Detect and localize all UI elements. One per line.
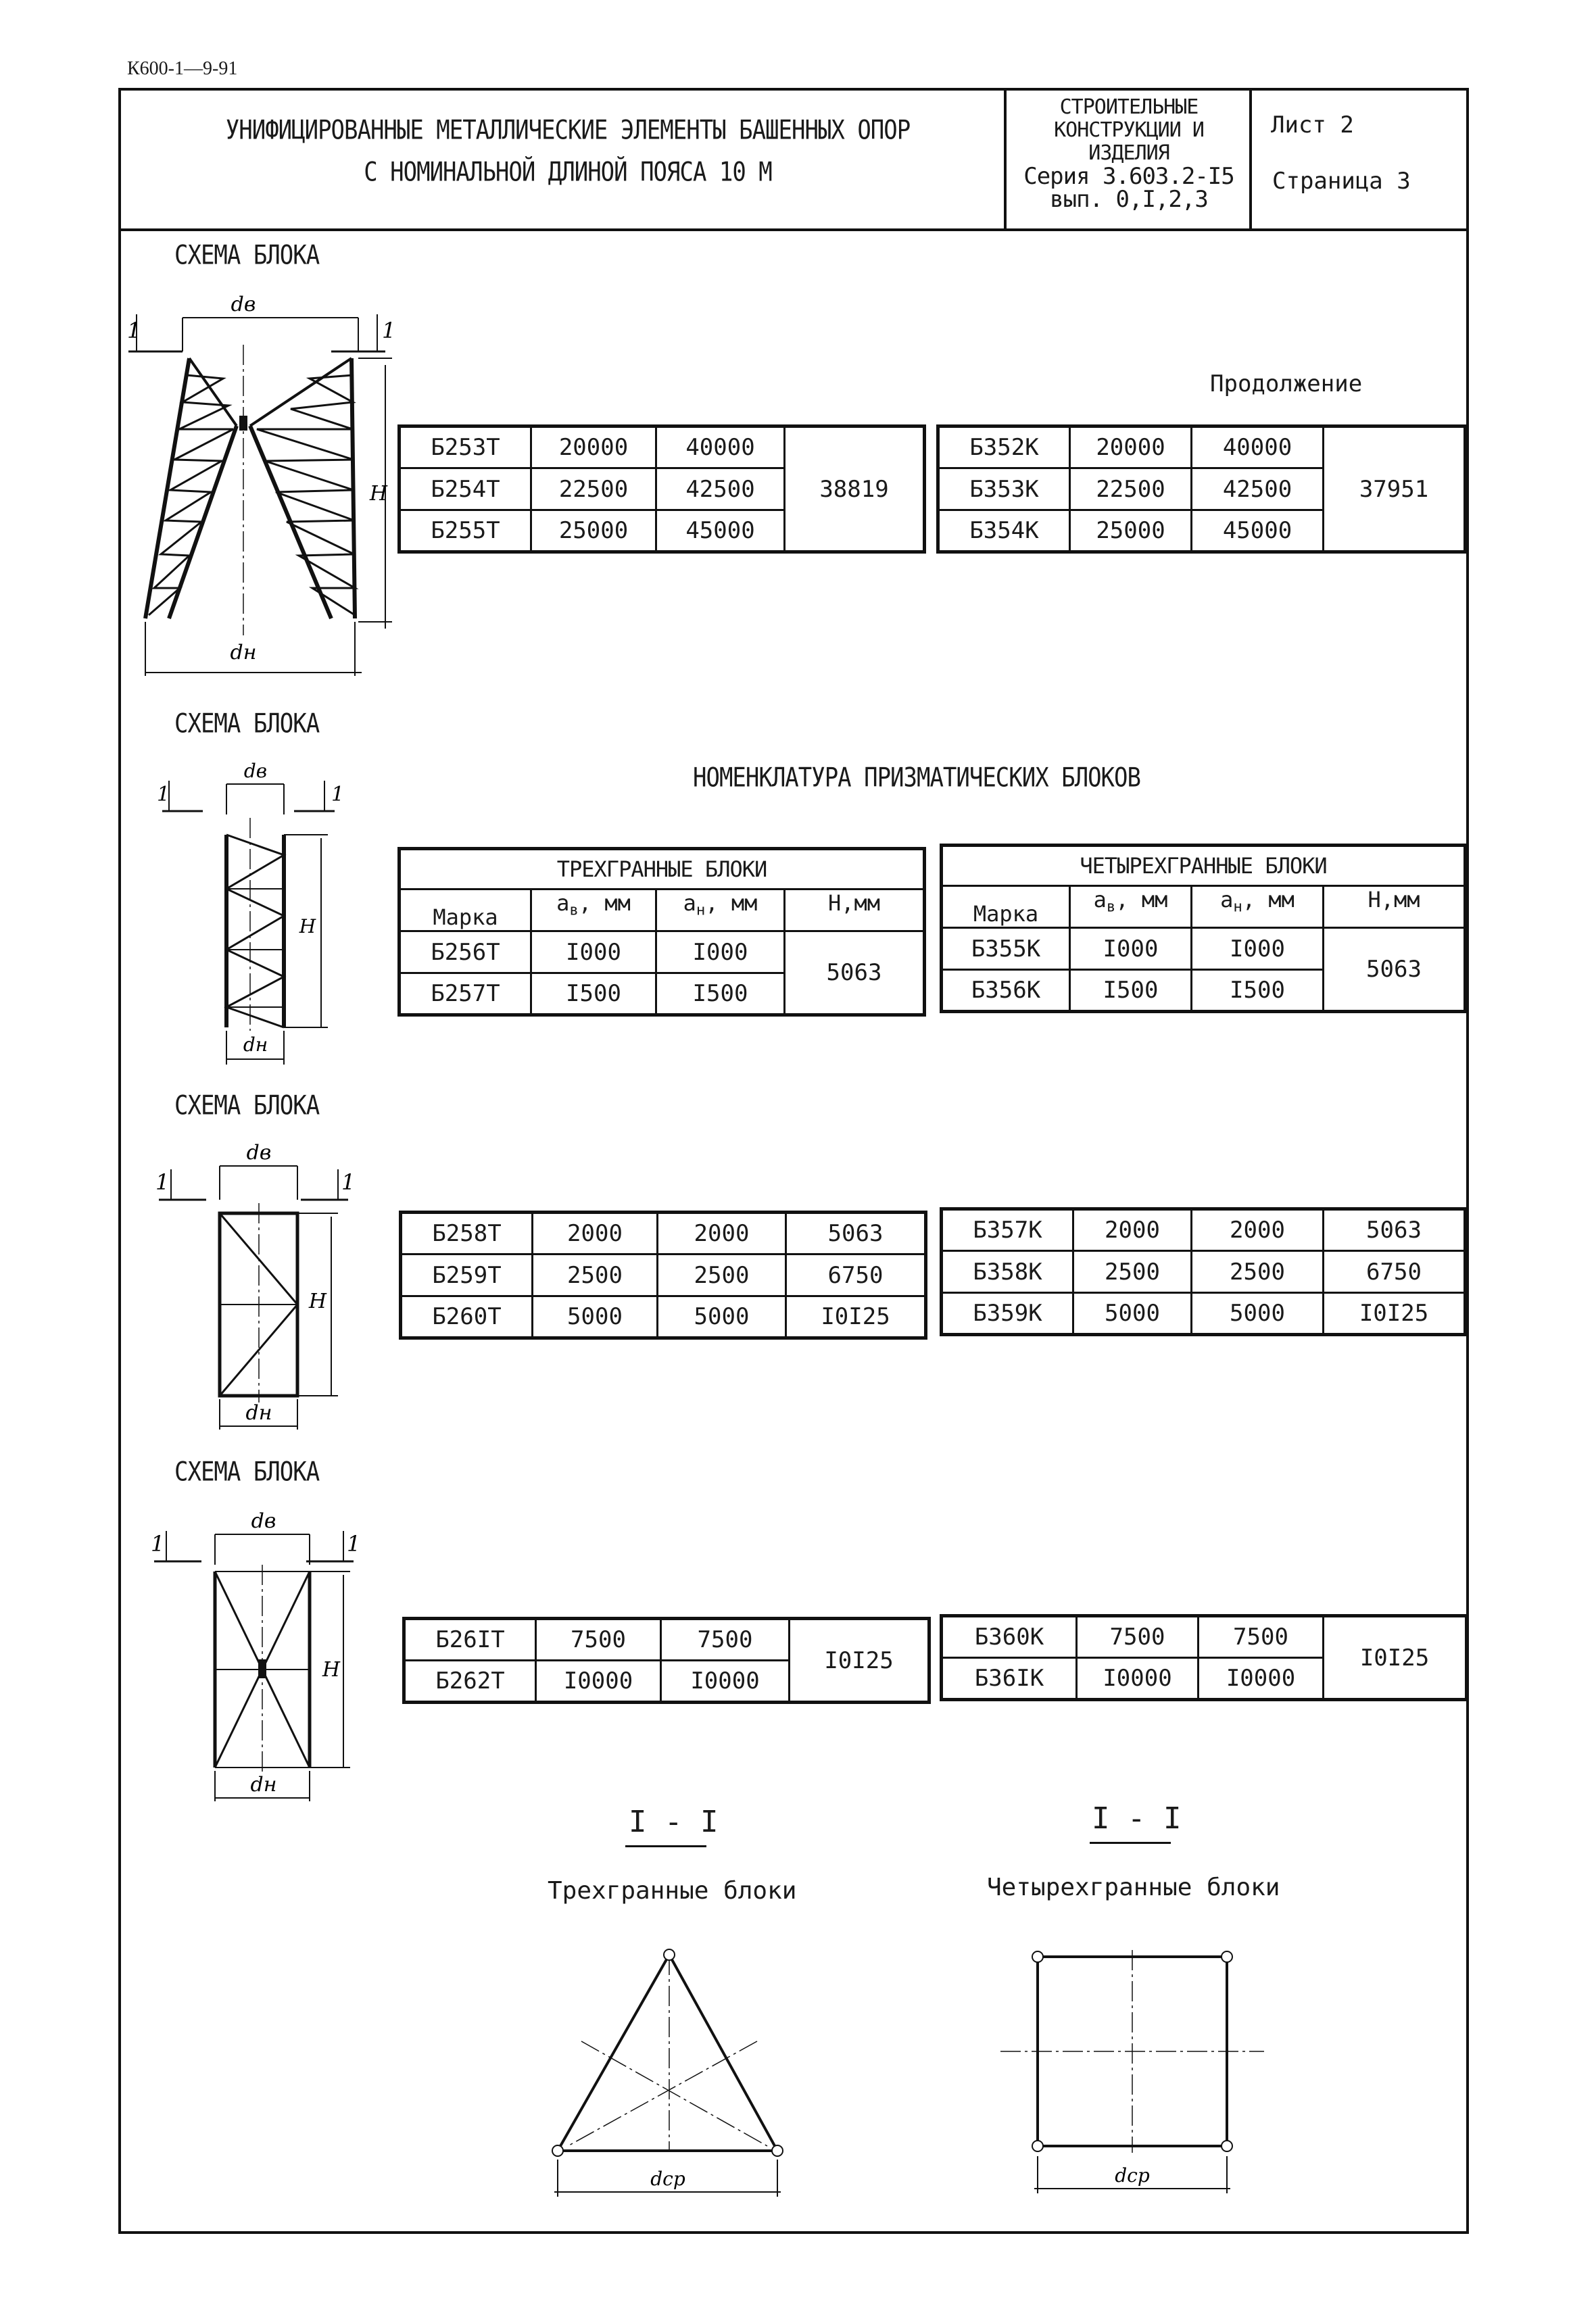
series-block xyxy=(1000,96,1257,211)
cell-h: 37951 xyxy=(1324,427,1466,552)
col-h: Н,мм xyxy=(785,890,925,931)
section-mark-left: 1 xyxy=(157,783,170,806)
cell-av: 25000 xyxy=(1070,510,1192,552)
section-mark-right: 1 xyxy=(331,783,345,806)
triangle-dimension xyxy=(554,2153,784,2207)
cell-an: 2500 xyxy=(658,1254,786,1296)
cell-av: 20000 xyxy=(531,427,656,468)
cell-av: 7500 xyxy=(536,1619,661,1661)
cell-an: 45000 xyxy=(656,510,785,552)
scheme-label-4: СХЕМА БЛОКА xyxy=(174,1457,320,1488)
col-an-base: а xyxy=(683,890,696,916)
cell-av: I500 xyxy=(531,973,656,1015)
col-h: Н,мм xyxy=(1324,886,1466,928)
cell-mark: Б36IК xyxy=(942,1658,1077,1700)
cell-an: I0000 xyxy=(1199,1658,1324,1700)
series-line-2: КОНСТРУКЦИИ И xyxy=(1054,118,1204,142)
col-mark: Марка xyxy=(942,886,1070,928)
document-title xyxy=(162,109,973,193)
triangle-section-diagram xyxy=(541,1940,798,2163)
cell-h: I0I25 xyxy=(786,1296,926,1338)
cell-h: 5063 xyxy=(1324,928,1466,1012)
section-mark-right: 1 xyxy=(347,1531,361,1557)
cell-mark: Б352К xyxy=(938,427,1070,468)
col-av xyxy=(531,890,656,931)
top-width-label: dв xyxy=(246,1141,272,1165)
page-number: Страница 3 xyxy=(1272,168,1411,195)
cell-av: 2500 xyxy=(533,1254,658,1296)
table-prism-tri-2 xyxy=(399,1211,927,1340)
table-row xyxy=(400,931,925,973)
col-av-base: а xyxy=(1093,887,1107,912)
cell-mark: Б355К xyxy=(942,928,1070,970)
cell-an: I0000 xyxy=(661,1661,790,1703)
cell-av: 22500 xyxy=(531,468,656,510)
table-row xyxy=(942,1251,1466,1293)
section-mark-left: 1 xyxy=(151,1531,165,1557)
cell-av: 2000 xyxy=(1073,1209,1192,1251)
cell-an: 42500 xyxy=(1192,468,1324,510)
cell-an: I500 xyxy=(656,973,785,1015)
cell-av: 2500 xyxy=(1073,1251,1192,1293)
cell-an: 40000 xyxy=(656,427,785,468)
bottom-width-label: dн xyxy=(230,641,257,664)
cell-av: 5000 xyxy=(533,1296,658,1338)
table-prism-quad-3 xyxy=(940,1614,1468,1701)
col-an xyxy=(1192,886,1324,928)
col-av-base: а xyxy=(556,890,570,916)
table-row xyxy=(404,1619,929,1661)
height-label: H xyxy=(369,482,388,506)
cell-an: I000 xyxy=(1192,928,1324,970)
cell-h: 6750 xyxy=(1324,1251,1466,1293)
table-header-row xyxy=(400,849,925,890)
col-av-sub: в xyxy=(569,901,579,919)
table-row xyxy=(400,427,925,468)
cell-h: 38819 xyxy=(785,427,925,552)
height-label: H xyxy=(308,1290,327,1313)
series-line-1: СТРОИТЕЛЬНЫЕ xyxy=(1059,95,1199,119)
table-row xyxy=(401,1213,926,1254)
scheme-label-1: СХЕМА БЛОКА xyxy=(174,240,320,271)
cell-an: 40000 xyxy=(1192,427,1324,468)
scheme-label-2: СХЕМА БЛОКА xyxy=(174,708,320,739)
series-line-3: ИЗДЕЛИЯ xyxy=(1088,141,1169,165)
section-mark-tri: I - I xyxy=(629,1805,719,1839)
table-row xyxy=(938,427,1466,468)
cell-h: 6750 xyxy=(786,1254,926,1296)
col-an xyxy=(656,890,785,931)
cell-h: I0I25 xyxy=(1324,1616,1467,1700)
cell-mark: Б260Т xyxy=(401,1296,533,1338)
title-line-2: С НОМИНАЛЬНОЙ ДЛИНОЙ ПОЯСА 10 М xyxy=(364,157,772,189)
cell-mark: Б259Т xyxy=(401,1254,533,1296)
top-width-label: dв xyxy=(231,293,256,316)
scheme-label-3: СХЕМА БЛОКА xyxy=(174,1090,320,1121)
cell-mark: Б255Т xyxy=(400,510,531,552)
cell-av: I000 xyxy=(1070,928,1192,970)
document-code: К600-1—9-91 xyxy=(127,58,238,79)
cell-mark: Б253Т xyxy=(400,427,531,468)
table-prism-tri-3 xyxy=(402,1617,931,1704)
square-dimension xyxy=(1034,2149,1230,2203)
cell-h: 5063 xyxy=(1324,1209,1466,1251)
title-line-1: УНИФИЦИРОВАННЫЕ МЕТАЛЛИЧЕСКИЕ ЭЛЕМЕНТЫ БАШЕННЫХ ОПОР xyxy=(225,114,911,146)
table-row xyxy=(942,1293,1466,1335)
section-underline-tri xyxy=(625,1845,706,1847)
col-an-sub: н xyxy=(696,901,706,919)
cell-mark: Б356К xyxy=(942,970,1070,1012)
series-number: Серия 3.603.2-I5 xyxy=(1023,163,1234,190)
cell-mark: Б359К xyxy=(942,1293,1073,1335)
tri-header: ТРЕХГРАННЫЕ БЛОКИ xyxy=(400,849,925,890)
height-label: H xyxy=(322,1658,341,1682)
cell-an: 2500 xyxy=(1192,1251,1324,1293)
cell-av: I0000 xyxy=(1077,1658,1199,1700)
cell-h: 5063 xyxy=(786,1213,926,1254)
cell-an: 42500 xyxy=(656,468,785,510)
cell-av: 2000 xyxy=(533,1213,658,1254)
section-underline-quad xyxy=(1090,1842,1171,1844)
table-column-row xyxy=(942,886,1466,928)
cell-an: 7500 xyxy=(661,1619,790,1661)
table-prism-quad xyxy=(940,844,1467,1013)
cell-mark: Б26IТ xyxy=(404,1619,536,1661)
height-label: H xyxy=(299,915,316,937)
cell-av: I0000 xyxy=(536,1661,661,1703)
cell-mark: Б254Т xyxy=(400,468,531,510)
cell-an: I000 xyxy=(656,931,785,973)
cell-av: I000 xyxy=(531,931,656,973)
bottom-width-label: dн xyxy=(250,1773,277,1797)
cell-mark: Б258Т xyxy=(401,1213,533,1254)
cell-an: 45000 xyxy=(1192,510,1324,552)
col-av-unit: , мм xyxy=(1115,887,1168,912)
cell-an: I500 xyxy=(1192,970,1324,1012)
cell-an: 5000 xyxy=(1192,1293,1324,1335)
cell-h: I0I25 xyxy=(1324,1293,1466,1335)
section-mark-left: 1 xyxy=(155,1169,170,1195)
cell-mark: Б358К xyxy=(942,1251,1073,1293)
col-an-base: а xyxy=(1220,887,1234,912)
col-av-unit: , мм xyxy=(578,890,631,916)
cell-an: 5000 xyxy=(658,1296,786,1338)
prism-block-diagram-3 xyxy=(147,1497,370,1801)
table-row xyxy=(401,1296,926,1338)
avg-width-label: dср xyxy=(1115,2164,1150,2187)
table-row xyxy=(942,928,1466,970)
avg-width-label: dср xyxy=(650,2168,685,2190)
top-width-label: dв xyxy=(243,760,268,782)
cell-mark: Б256Т xyxy=(400,931,531,973)
cell-av: 5000 xyxy=(1073,1293,1192,1335)
cell-av: 20000 xyxy=(1070,427,1192,468)
col-an-unit: , мм xyxy=(705,890,758,916)
cell-mark: Б354К xyxy=(938,510,1070,552)
col-av xyxy=(1070,886,1192,928)
bottom-width-label: dн xyxy=(243,1033,268,1056)
bottom-width-label: dн xyxy=(245,1401,272,1425)
tapered-block-diagram xyxy=(122,284,412,689)
top-width-label: dв xyxy=(251,1509,276,1533)
cell-av: 22500 xyxy=(1070,468,1192,510)
cell-h: 5063 xyxy=(785,931,925,1015)
square-section-diagram xyxy=(1000,1940,1271,2156)
table-prism-tri xyxy=(397,847,926,1017)
continuation-label: Продолжение xyxy=(1210,370,1363,397)
col-av-sub: в xyxy=(1106,898,1116,916)
col-mark: Марка xyxy=(400,890,531,931)
cell-mark: Б357К xyxy=(942,1209,1073,1251)
table-prism-quad-2 xyxy=(940,1207,1467,1336)
table-column-row xyxy=(400,890,925,931)
title-block-divider xyxy=(118,228,1469,231)
col-an-unit: , мм xyxy=(1242,887,1295,912)
section-mark-right: 1 xyxy=(341,1169,356,1195)
section-mark-right: 1 xyxy=(382,318,396,343)
cell-av: 25000 xyxy=(531,510,656,552)
cell-av: 7500 xyxy=(1077,1616,1199,1658)
cell-h: I0I25 xyxy=(790,1619,929,1703)
prism-block-diagram-1 xyxy=(155,754,352,1065)
table-row xyxy=(401,1254,926,1296)
cell-mark: Б257Т xyxy=(400,973,531,1015)
cell-av: I500 xyxy=(1070,970,1192,1012)
sheet-number: Лист 2 xyxy=(1271,112,1354,139)
series-issue: вып. 0,I,2,3 xyxy=(1050,186,1208,213)
section-mark-quad: I - I xyxy=(1092,1801,1182,1836)
cell-mark: Б353К xyxy=(938,468,1070,510)
table-tapered-quad xyxy=(936,424,1467,554)
section-caption-tri: Трехгранные блоки xyxy=(548,1877,797,1905)
cell-mark: Б360К xyxy=(942,1616,1077,1658)
quad-header: ЧЕТЫРЕХГРАННЫЕ БЛОКИ xyxy=(942,846,1466,886)
section-mark-left: 1 xyxy=(127,318,141,343)
col-an-sub: н xyxy=(1233,898,1242,916)
prism-block-diagram-2 xyxy=(152,1132,362,1430)
table-tapered-tri xyxy=(397,424,926,554)
cell-an: 7500 xyxy=(1199,1616,1324,1658)
cell-mark: Б262Т xyxy=(404,1661,536,1703)
table-row xyxy=(942,1616,1467,1658)
section-caption-quad: Четырехгранные блоки xyxy=(987,1874,1280,1901)
table-header-row xyxy=(942,846,1466,886)
table-row xyxy=(942,1209,1466,1251)
cell-an: 2000 xyxy=(658,1213,786,1254)
cell-an: 2000 xyxy=(1192,1209,1324,1251)
nomenclature-title: НОМЕНКЛАТУРА ПРИЗМАТИЧЕСКИХ БЛОКОВ xyxy=(693,762,1140,794)
